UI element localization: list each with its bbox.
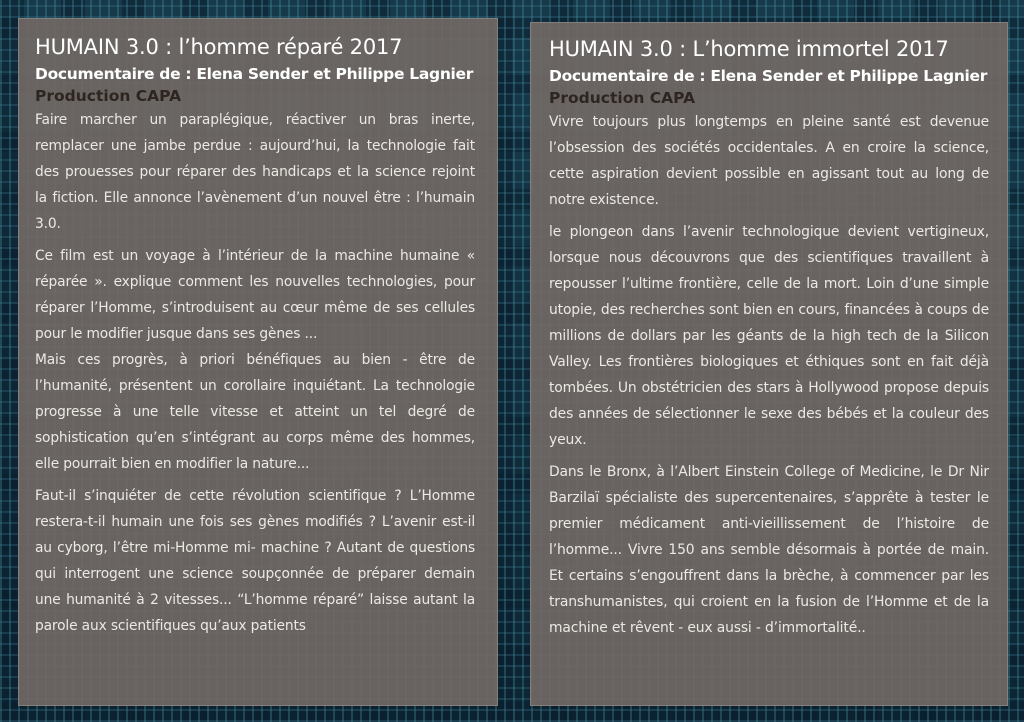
synopsis-paragraph: le plongeon dans l’avenir technologique devient vertigineux, lorsque nous découvrons que des scientifiques travaillent à repousser l’ultime frontière, celle de la mort. Loin d’une simple utopie, des recherches sont bien en cours, financées à coups de millions de dollars par les géants de la high tech de la Silicon Valley. Les frontières biologiques et éthiques sont en fait déjà tombées. Un obstétricien des stars à Hollywood propose depuis des années de sélectionner le sexe des bébés et la couleur des yeux. (549, 224, 989, 448)
synopsis-paragraph: Mais ces progrès, à priori bénéfiques au bien - être de l’humanité, présentent un corollaire inquiétant. La technologie progresse à une telle vitesse et atteint un tel degré de sophistication qu’en s’intégrant au corps même des hommes, elle pourrait bien en modifier la nature... (35, 352, 475, 472)
documentary-byline: Documentaire de : Elena Sender et Philippe Lagnier (35, 65, 474, 83)
synopsis-paragraph: Faire marcher un paraplégique, réactiver un bras inerte, remplacer une jambe perdue : aujourd’hui, la technologie fait des prouesses pour réparer des handicaps et la science rejoint la fiction. Elle annonce l’avènement d’un nouvel être : l’humain 3.0. (35, 112, 475, 232)
documentary-title: HUMAIN 3.0 : l’homme réparé 2017 (35, 35, 403, 59)
synopsis-paragraph: Ce film est un voyage à l’intérieur de la machine humaine « réparée ». explique comment les nouvelles technologies, pour réparer l’Homme, s’introduisent au cœur même de ses cellules pour le modifier jusque dans ses gènes ... (35, 248, 475, 342)
documentary-panel-right (530, 22, 1008, 706)
production-credit: Production CAPA (549, 89, 696, 107)
synopsis-paragraph: Dans le Bronx, à l’Albert Einstein College of Medicine, le Dr Nir Barzilaï spécialiste des supercentenaires, s’apprête à tester le premier médicament anti-vieillissement de l’histoire de l’homme... Vivre 150 ans semble désormais à portée de main. Et certains s’engouffrent dans la brèche, à commencer par les transhumanistes, qui croient en la fusion de l’Homme et de la machine et rêvent - eux aussi - d’immortalité.. (549, 464, 989, 636)
documentary-title: HUMAIN 3.0 : L’homme immortel 2017 (549, 37, 949, 61)
production-credit: Production CAPA (35, 87, 182, 105)
synopsis-paragraph: Vivre toujours plus longtemps en pleine santé est devenue l’obsession des sociétés occidentales. A en croire la science, cette aspiration devient possible en agissant tout au long de notre existence. (549, 114, 989, 208)
synopsis-paragraph: Faut-il s’inquiéter de cette révolution scientifique ? L’Homme restera-t-il humain une fois ses gènes modifiés ? L’avenir est-il au cyborg, l’être mi-Homme mi- machine ? Autant de questions qui interrogent une science soupçonnée de préparer demain une humanité à 2 vitesses... “L’homme réparé” laisse autant la parole aux scientifiques qu’aux patients (35, 488, 475, 634)
documentary-byline: Documentaire de : Elena Sender et Philippe Lagnier (549, 67, 988, 85)
documentary-panel-left (18, 18, 498, 706)
